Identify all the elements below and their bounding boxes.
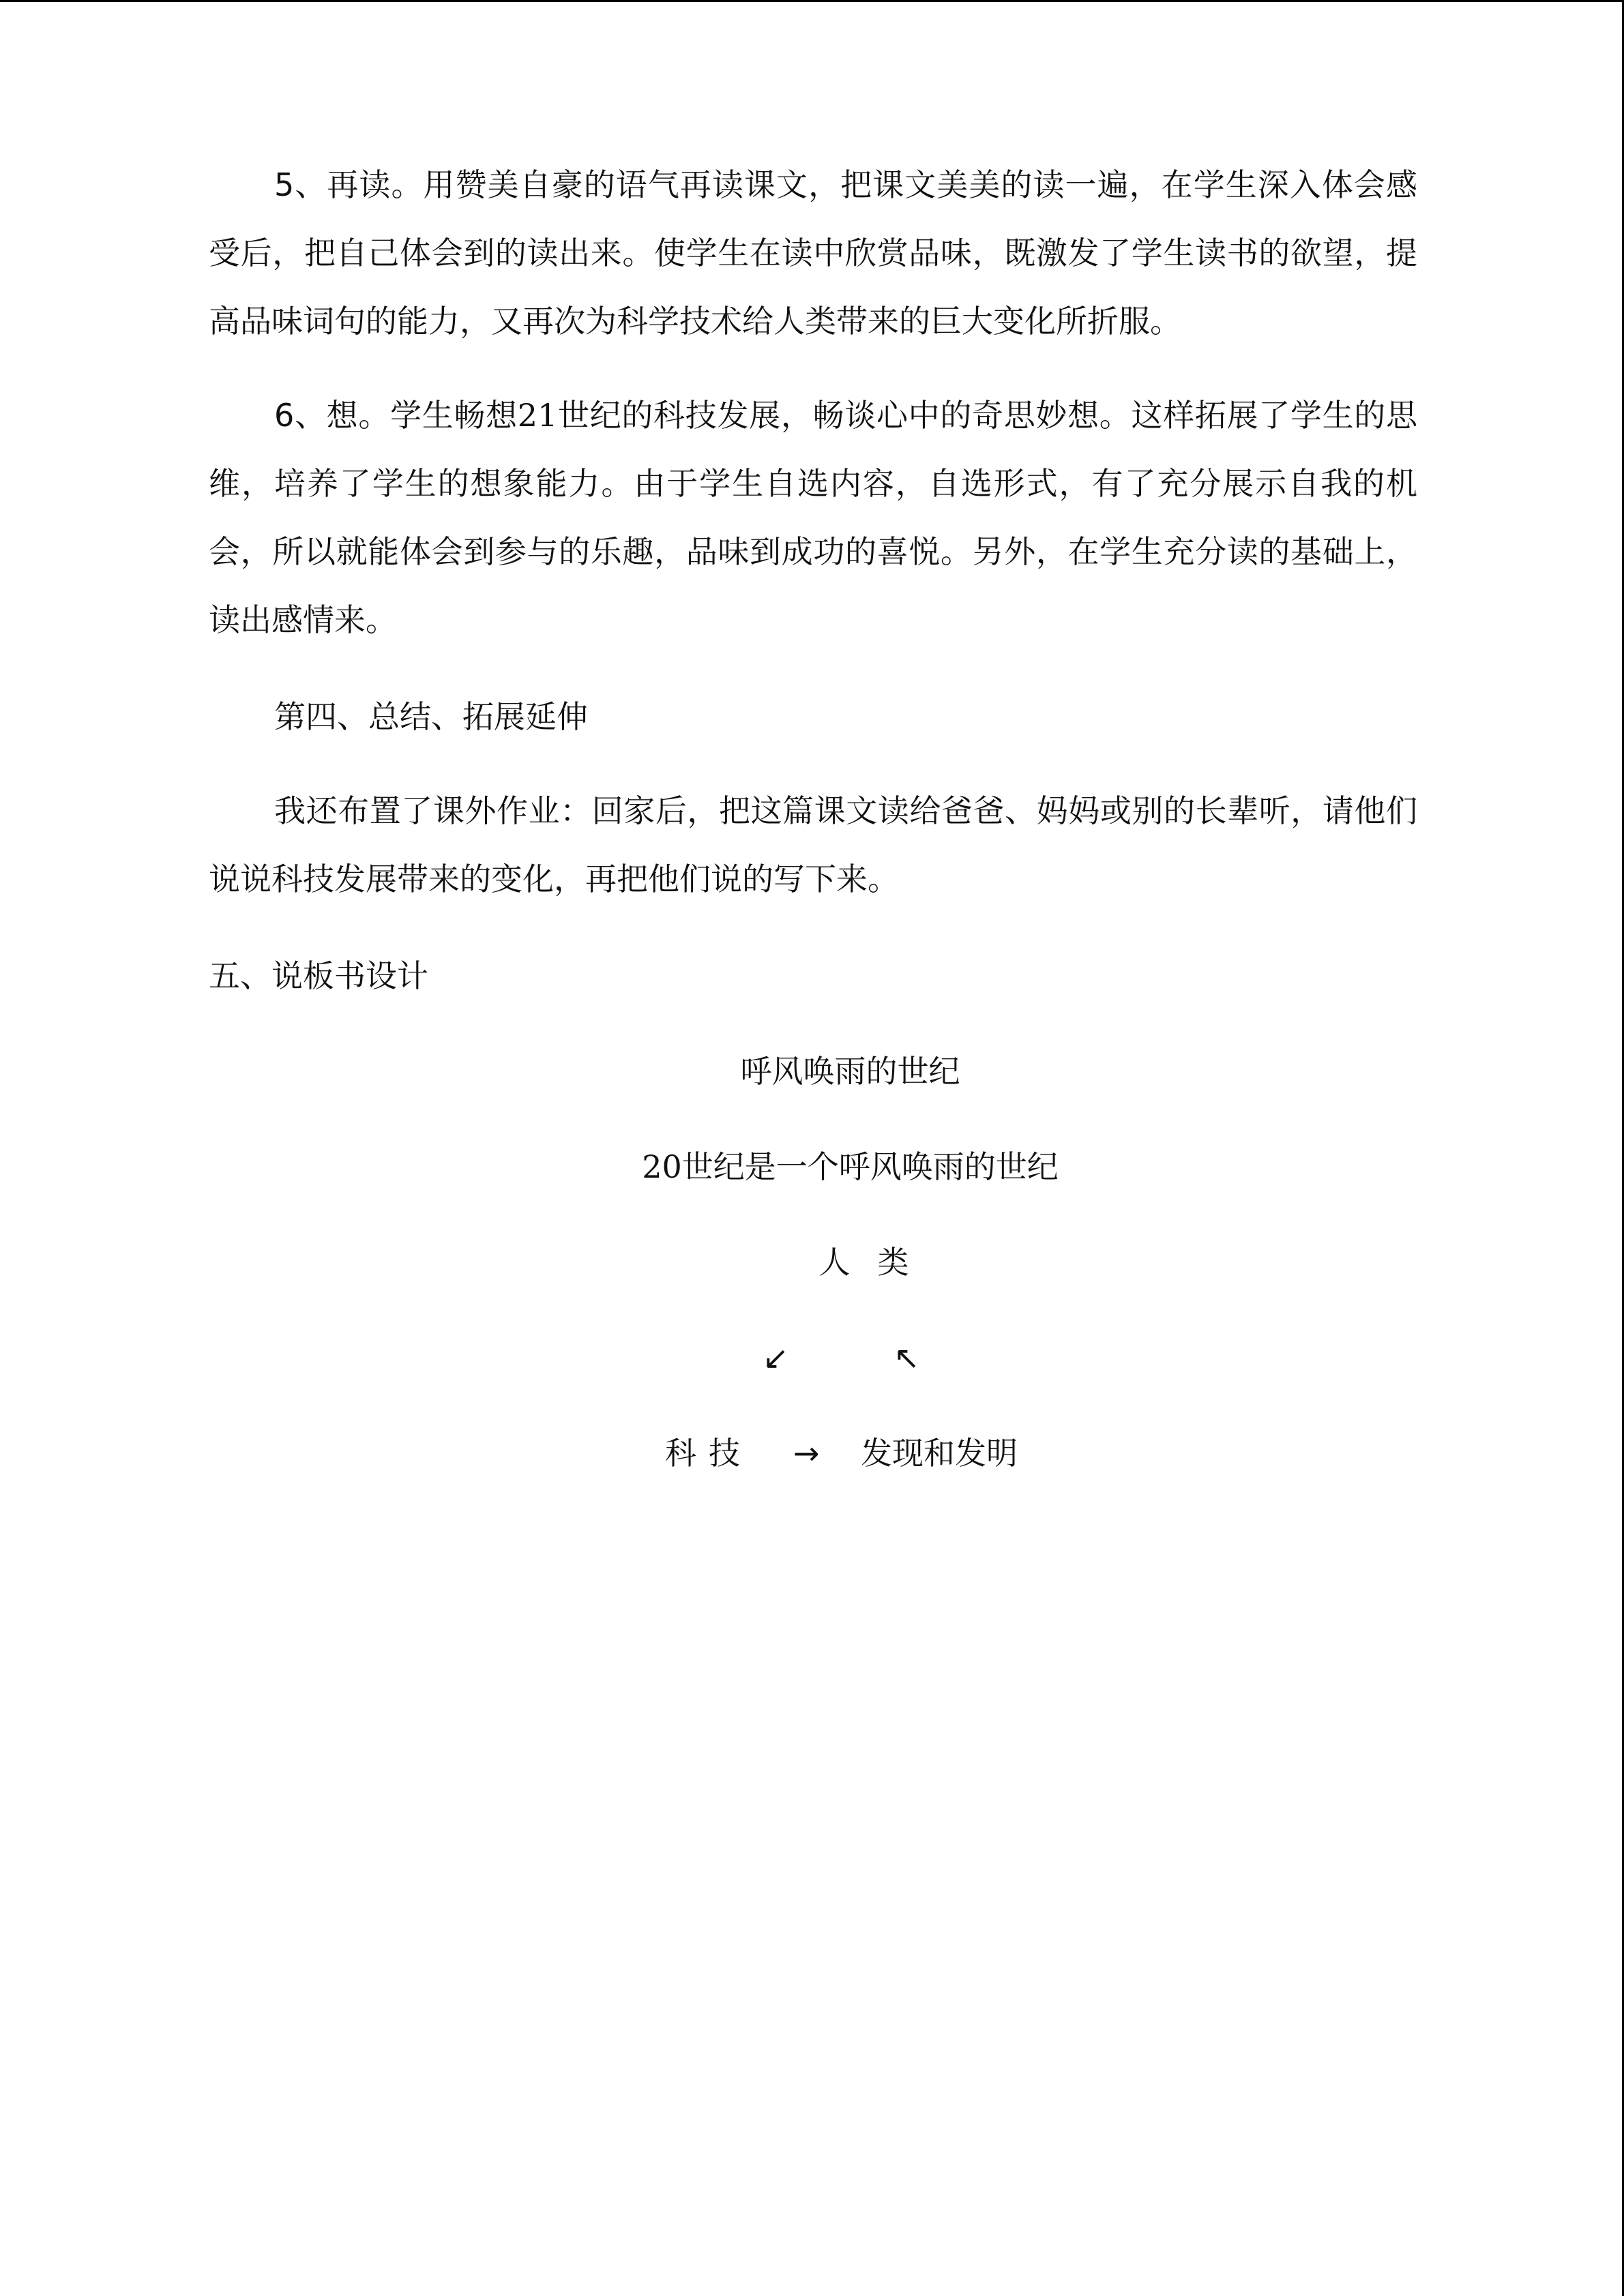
paragraph-imagine [209, 381, 1417, 654]
board-title: 呼风唤雨的世纪 [740, 1053, 960, 1090]
paragraph-imagine-rest: 世纪的科技发展，畅谈心中的奇思妙想。这样拓展了学生的思维，培养了学生的想象能力。由于学生自选内容，自选形式，有了充分展示自我的机会，所以就能体会到参与的乐趣，品味到成功的喜悦。另外，在学生充分读的基础上，读出感情来。 [209, 397, 1417, 638]
board-subtitle [38, 1133, 1624, 1201]
section-heading-board-design: 五、说板书设计 [209, 957, 428, 994]
board-subtitle-text: 世纪是一个呼风唤雨的世纪 [681, 1148, 1059, 1185]
arrow-down-left-icon: ↙ [763, 1339, 789, 1376]
board-people-label: 人类 [818, 1244, 936, 1281]
paragraph-imagine-number: 21 [517, 397, 558, 434]
section-heading-summary: 第四、总结、拓展延伸 [274, 698, 588, 735]
arrow-up-left-icon: ↖ [894, 1339, 920, 1376]
paragraph-homework: 我还布置了课外作业：回家后，把这篇课文读给爸爸、妈妈或别的长辈听，请他们说说科技发展带来的变化，再把他们说的写下来。 [209, 792, 1417, 897]
arrow-right-icon: → [793, 1435, 820, 1472]
board-tech-label: 科技 [665, 1435, 752, 1472]
paragraph-imagine-prefix: 6、想。学生畅想 [274, 397, 518, 434]
paragraph-reread: 5、再读。用赞美自豪的语气再读课文，把课文美美的读一遍，在学生深入体会感受后，把自己体会到的读出来。使学生在读中欣赏品味，既激发了学生读书的欲望，提高品味词句的能力，又再次为科学技术给人类带来的巨大变化所折服。 [209, 166, 1417, 340]
board-subtitle-number: 20 [642, 1148, 682, 1185]
board-discovery-label: 发现和发明 [861, 1435, 1018, 1472]
